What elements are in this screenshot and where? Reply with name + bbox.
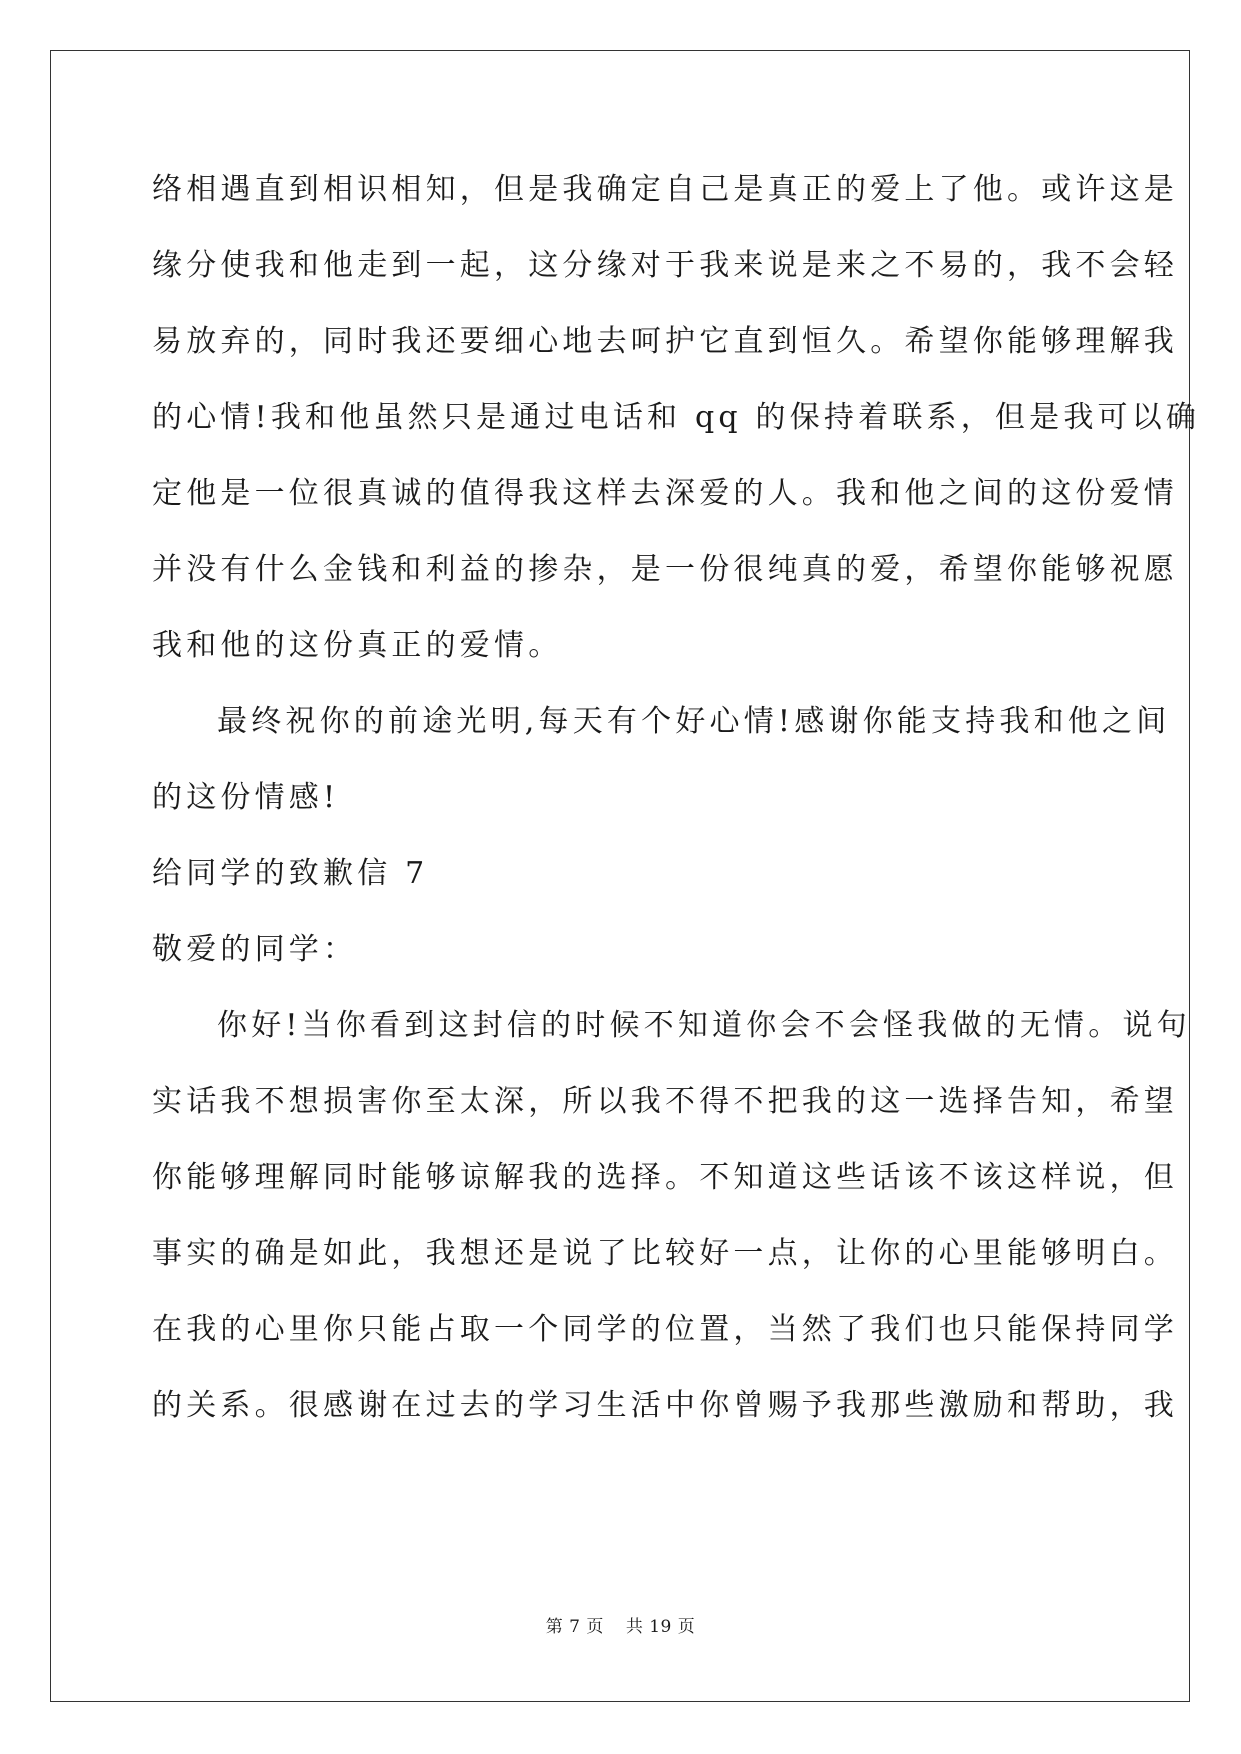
body-line: 并没有什么金钱和利益的掺杂，是一份很纯真的爱，希望你能够祝愿 — [152, 552, 1178, 587]
salutation: 敬爱的同学： — [152, 932, 358, 967]
body-line: 定他是一位很真诚的值得我这样去深爱的人。我和他之间的这份爱情 — [152, 476, 1178, 511]
page-total: 共 19 页 — [625, 1617, 696, 1637]
document-body — [152, 160, 1201, 1452]
body-line: 你能够理解同时能够谅解我的选择。不知道这些话该不该这样说，但 — [152, 1160, 1178, 1195]
body-line: 缘分使我和他走到一起，这分缘对于我来说是来之不易的，我不会轻 — [152, 248, 1178, 283]
body-line: 络相遇直到相识相知，但是我确定自己是真正的爱上了他。或许这是 — [152, 172, 1178, 207]
body-line: 我和他的这份真正的爱情。 — [152, 628, 563, 663]
body-line: 的这份情感! — [152, 780, 340, 815]
body-line: 在我的心里你只能占取一个同学的位置，当然了我们也只能保持同学 — [152, 1312, 1178, 1347]
paragraph-line: 最终祝你的前途光明,每天有个好心情!感谢你能支持我和他之间 — [217, 704, 1171, 739]
body-line: 易放弃的，同时我还要细心地去呵护它直到恒久。希望你能够理解我 — [152, 324, 1178, 359]
body-line: 实话我不想损害你至太深，所以我不得不把我的这一选择告知，希望 — [152, 1084, 1178, 1119]
page-number: 第 7 页 — [545, 1617, 604, 1637]
body-line: 的关系。很感谢在过去的学习生活中你曾赐予我那些激励和帮助，我 — [152, 1388, 1178, 1423]
section-heading: 给同学的致歉信 7 — [152, 856, 429, 891]
body-line: 的心情!我和他虽然只是通过电话和 qq 的保持着联系，但是我可以确 — [152, 400, 1201, 435]
page-footer — [0, 1612, 1241, 1637]
paragraph-line: 你好!当你看到这封信的时候不知道你会不会怪我做的无情。说句 — [217, 1008, 1191, 1043]
body-line: 事实的确是如此，我想还是说了比较好一点，让你的心里能够明白。 — [152, 1236, 1178, 1271]
